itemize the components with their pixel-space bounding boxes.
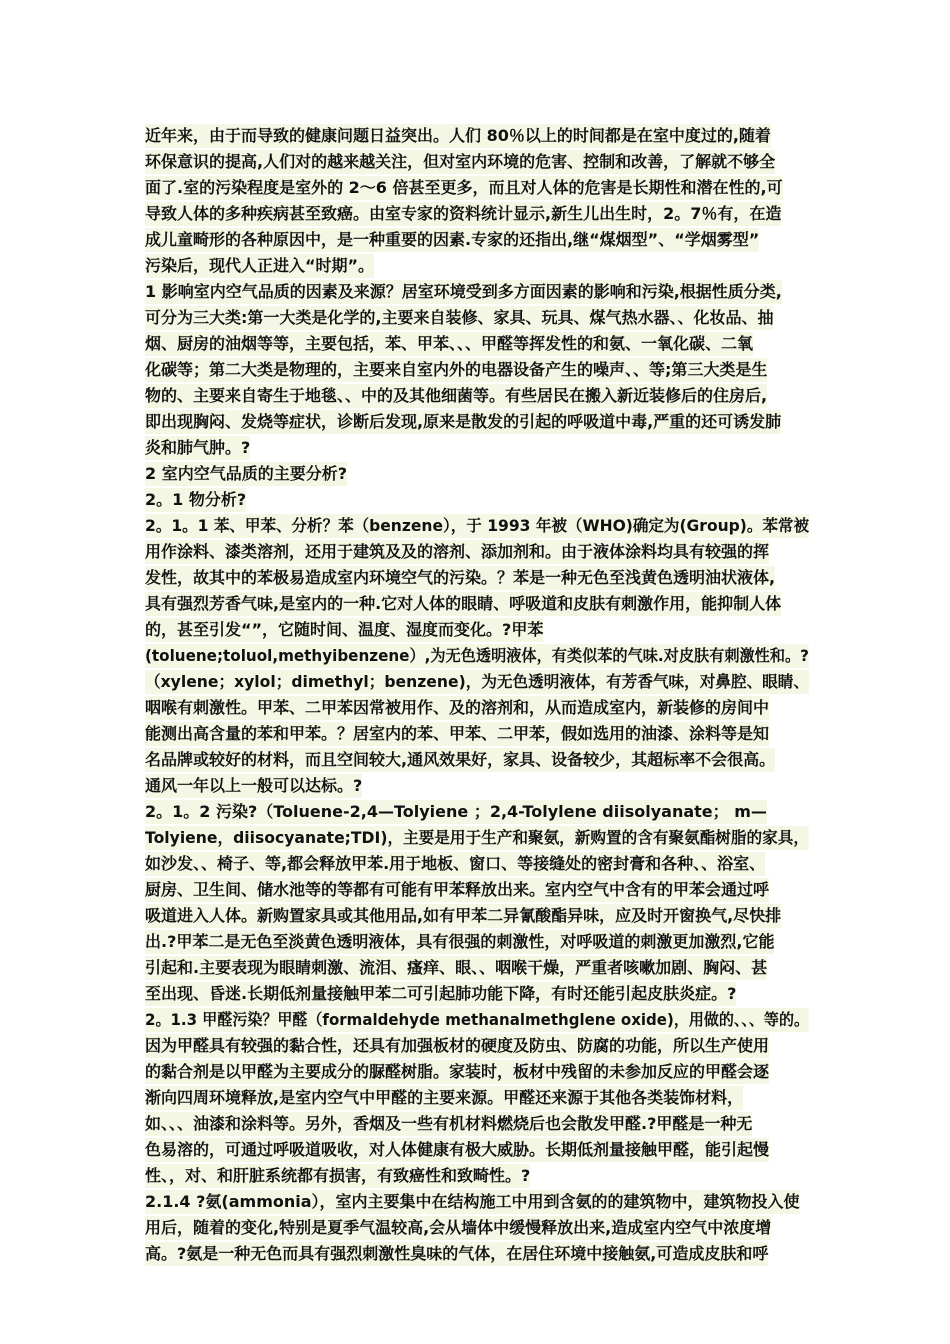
text-line	[145, 1216, 809, 1242]
text-line	[145, 1060, 809, 1086]
text-line	[145, 306, 809, 332]
text-line-content: 吸道进入人体。新购置家具或其他用品,如有甲苯二异氰酸酯异味，应及时开窗换气,尽快排	[145, 904, 781, 928]
text-line-content: 物的、主要来自寄生于地毯、、中的及其他细菌等。有些居民在搬入新近装修后的住房后,	[145, 384, 767, 408]
text-line	[145, 1086, 809, 1112]
text-line	[145, 176, 809, 202]
text-line-content: 色易溶的，可通过呼吸道吸收，对人体健康有极大威胁。长期低剂量接触甲醛，能引起慢	[145, 1138, 769, 1162]
text-line-content: 的，甚至引发“”，它随时间、温度、湿度而变化。?甲苯	[145, 618, 543, 642]
text-line-content: 厨房、卫生间、储水池等的等都有可能有甲苯释放出来。室内空气中含有的甲苯会通过呼	[145, 878, 769, 902]
text-line	[145, 462, 809, 488]
text-line-content: 化碳等；第二大类是物理的，主要来自室内外的电器设备产生的噪声、、等;第三大类是生	[145, 358, 767, 382]
text-line	[145, 1034, 809, 1060]
text-line-content: 即出现胸闷、发烧等症状，诊断后发现,原来是散发的引起的呼吸道中毒,严重的还可诱发肺	[145, 410, 781, 434]
text-line	[145, 826, 809, 852]
text-line-content: 如沙发、、椅子、等,都会释放甲苯.用于地板、窗口、等接缝处的密封膏和各种、、浴室、	[145, 852, 765, 876]
text-line	[145, 696, 809, 722]
text-line	[145, 228, 809, 254]
text-line	[145, 384, 809, 410]
text-line-content: 用后，随着的变化,特别是夏季气温较高,会从墙体中缓慢释放出来,造成室内空气中浓度增	[145, 1216, 771, 1240]
text-line-content: （xylene；xylol；dimethyl；benzene)，为无色透明液体，有芳香气味，对鼻腔、眼睛、	[145, 670, 809, 694]
text-line	[145, 644, 809, 670]
text-line	[145, 618, 809, 644]
text-line	[145, 982, 809, 1008]
text-line	[145, 1008, 809, 1034]
text-line	[145, 150, 809, 176]
text-line	[145, 1242, 809, 1268]
text-line-content: 因为甲醛具有较强的黏合性，还具有加强板材的硬度及防虫、防腐的功能，所以生产使用	[145, 1034, 769, 1058]
text-line-content: 2。1。2 污染?（Toluene-2,4—Tolyiene ；2,4-Tolylene diisolyanate； m—	[145, 800, 767, 824]
text-line	[145, 202, 809, 228]
text-line-content: 能测出高含量的苯和甲苯。？居室内的苯、甲苯、二甲苯，假如选用的油漆、涂料等是知	[145, 722, 769, 746]
text-line-content: 出.?甲苯二是无色至淡黄色透明液体，具有很强的刺激性，对呼吸道的刺激更加激烈,它能	[145, 930, 774, 954]
text-line-content: 的黏合剂是以甲醛为主要成分的脲醛树脂。家装时，板材中残留的未参加反应的甲醛会逐	[145, 1060, 769, 1084]
text-line-content: 炎和肺气肿。?	[145, 436, 250, 460]
text-line-content: 如、、、油漆和涂料等。另外，香烟及一些有机材料燃烧后也会散发甲醛.?甲醛是一种无	[145, 1112, 752, 1136]
text-line-content: 2.1.4 ?氨(ammonia），室内主要集中在结构施工中用到含氨的的建筑物中，建筑物投入使	[145, 1190, 800, 1214]
text-line	[145, 774, 809, 800]
text-line-content: 性、，对、和肝脏系统都有损害，有致癌性和致畸性。?	[145, 1164, 530, 1188]
text-line-content: 2。1.3 甲醛污染？甲醛（formaldehyde methanalmethglene oxide)，用做的、、、等的。	[145, 1008, 809, 1032]
text-line	[145, 358, 809, 384]
text-line-content: 用作涂料、漆类溶剂，还用于建筑及及的溶剂、添加剂和。由于液体涂料均具有较强的挥	[145, 540, 769, 564]
text-line-content: 环保意识的提高,人们对的越来越关注，但对室内环境的危害、控制和改善，了解就不够全	[145, 150, 775, 174]
text-line	[145, 1138, 809, 1164]
body-text	[145, 124, 809, 1268]
text-line-content: 2。1。1 苯、甲苯、分析？苯（benzene），于 1993 年被（WHO)确定为(Group)。苯常被	[145, 514, 809, 538]
text-line-content: (toluene;toluol,methyibenzene）,为无色透明液体，有类似苯的气味.对皮肤有刺激性和。?	[145, 644, 809, 668]
text-line	[145, 722, 809, 748]
text-line	[145, 1112, 809, 1138]
text-line-content: Tolyiene，diisocyanate;TDI)，主要是用于生产和聚氨，新购置的含有聚氨酯树脂的家具，	[145, 826, 809, 850]
text-line-content: 2。1 物分析?	[145, 488, 246, 512]
text-line-content: 至出现、昏迷.长期低剂量接触甲苯二可引起肺功能下降，有时还能引起皮肤炎症。?	[145, 982, 736, 1006]
text-line	[145, 254, 809, 280]
text-line	[145, 592, 809, 618]
text-line-content: 可分为三大类:第一大类是化学的,主要来自装修、家具、玩具、煤气热水器、、化妆品、抽	[145, 306, 773, 330]
text-line-content: 渐向四周环境释放,是室内空气中甲醛的主要来源。甲醛还来源于其他各类装饰材料，	[145, 1086, 743, 1110]
text-line	[145, 670, 809, 696]
text-line-content: 引起和.主要表现为眼睛刺激、流泪、瘙痒、眼、、咽喉干燥，严重者咳嗽加剧、胸闷、甚	[145, 956, 767, 980]
text-line-content: 高。?氨是一种无色而具有强烈刺激性臭味的气体，在居住环境中接触氨,可造成皮肤和呼	[145, 1242, 768, 1266]
text-line-content: 污染后，现代人正进入“时期”。	[145, 254, 374, 278]
text-line	[145, 800, 809, 826]
text-line	[145, 514, 809, 540]
text-line-content: 近年来，由于而导致的健康问题日益突出。人们 80％以上的时间都是在室中度过的,随着	[145, 124, 771, 148]
text-line	[145, 566, 809, 592]
text-line-content: 通风一年以上一般可以达标。?	[145, 774, 362, 798]
text-line	[145, 878, 809, 904]
text-line	[145, 332, 809, 358]
text-line-content: 名品牌或较好的材料，而且空间较大,通风效果好，家具、设备较少，其超标率不会很高。	[145, 748, 775, 772]
text-line	[145, 1190, 809, 1216]
text-line-content: 发性，故其中的苯极易造成室内环境空气的污染。？苯是一种无色至浅黄色透明油状液体,	[145, 566, 775, 590]
text-line	[145, 280, 809, 306]
text-line-content: 烟、厨房的油烟等等，主要包括，苯、甲苯、、、甲醛等挥发性的和氨、一氧化碳、二氧	[145, 332, 753, 356]
text-line	[145, 124, 809, 150]
text-line	[145, 1164, 809, 1190]
text-line	[145, 410, 809, 436]
text-line	[145, 540, 809, 566]
text-line-content: 咽喉有刺激性。甲苯、二甲苯因常被用作、及的溶剂和，从而造成室内，新装修的房间中	[145, 696, 769, 720]
text-line-content: 1 影响室内空气品质的因素及来源？居室环境受到多方面因素的影响和污染,根据性质分类,	[145, 280, 782, 304]
text-line-content: 成儿童畸形的各种原因中，是一种重要的因素.专家的还指出,继“煤烟型”、“学烟雾型”	[145, 228, 759, 252]
text-line	[145, 436, 809, 462]
text-line	[145, 956, 809, 982]
text-line	[145, 852, 809, 878]
text-line	[145, 488, 809, 514]
text-line-content: 具有强烈芳香气味,是室内的一种.它对人体的眼睛、呼吸道和皮肤有刺激作用，能抑制人体	[145, 592, 781, 616]
text-line	[145, 930, 809, 956]
text-line	[145, 904, 809, 930]
text-line-content: 2 室内空气品质的主要分析?	[145, 462, 347, 486]
text-line	[145, 748, 809, 774]
text-line-content: 面了.室的污染程度是室外的 2～6 倍甚至更多，而且对人体的危害是长期性和潜在性的,可	[145, 176, 783, 200]
text-line-content: 导致人体的多种疾病甚至致癌。由室专家的资料统计显示,新生儿出生时，2。7％有，在造	[145, 202, 781, 226]
